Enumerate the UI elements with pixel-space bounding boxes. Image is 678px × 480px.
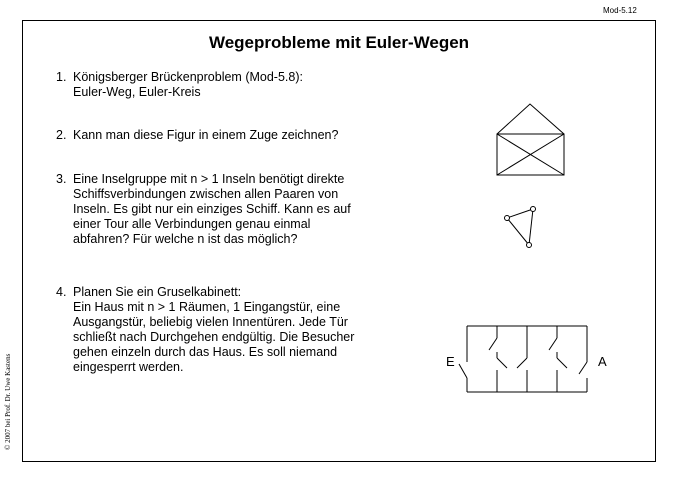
item-number: 1. — [56, 70, 67, 84]
item-line: Ausgangstür, beliebig vielen Innentüren. Jede Tür — [73, 315, 348, 329]
item-line: schließt nach Durchgehen endgültig. Die Besucher — [73, 330, 355, 344]
item-line: einer Tour alle Verbindungen genau einmal — [73, 217, 311, 231]
item-line: Planen Sie ein Gruselkabinett: — [73, 285, 242, 299]
item-line: Ein Haus mit n > 1 Räumen, 1 Eingangstür, eine — [73, 300, 341, 314]
inner-door — [557, 358, 567, 368]
item-line: abfahren? Für welche n ist das möglich? — [73, 232, 298, 246]
item-line: Eine Inselgruppe mit n > 1 Inseln benötigt direkte — [73, 172, 345, 186]
exit-door — [579, 362, 587, 374]
exit-label: A — [598, 354, 607, 369]
item-line: Königsberger Brückenproblem (Mod-5.8): — [73, 70, 303, 84]
inner-door — [489, 338, 497, 350]
copyright: © 2007 bei Prof. Dr. Uwe Kastens — [4, 353, 12, 450]
page-title: Wegeprobleme mit Euler-Wegen — [208, 33, 470, 52]
item-line: Kann man diese Figur in einem Zuge zeichnen? — [73, 128, 339, 142]
item-line: Euler-Weg, Euler-Kreis — [73, 85, 201, 99]
item-line: Inseln. Es gibt nur ein einziges Schiff. Kann es auf — [73, 202, 351, 216]
inner-door — [549, 338, 557, 350]
entry-label: E — [446, 354, 455, 369]
inner-door — [517, 358, 527, 368]
item-line: gehen einzeln durch das Haus. Es soll niemand — [73, 345, 338, 359]
slide-id: Mod-5.12 — [603, 6, 637, 15]
inner-door — [497, 358, 507, 368]
item-line: eingesperrt werden. — [73, 360, 184, 374]
item-number: 4. — [56, 285, 67, 299]
item-line: Schiffsverbindungen zwischen allen Paaren von — [73, 187, 339, 201]
item-number: 2. — [56, 128, 67, 142]
item-number: 3. — [56, 172, 67, 186]
entry-door — [459, 364, 467, 378]
